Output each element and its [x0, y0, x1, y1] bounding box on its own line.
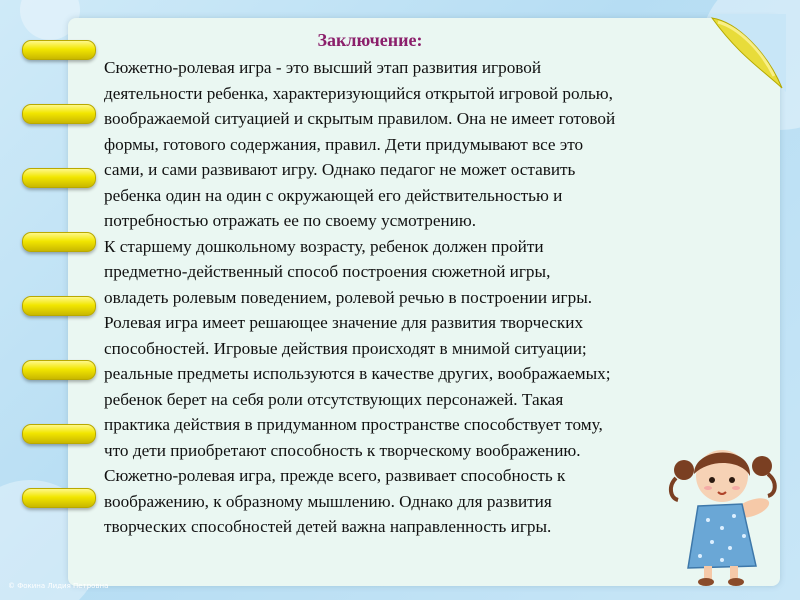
girl-illustration-icon: [664, 436, 784, 586]
slide-body-text: Сюжетно-ролевая игра - это высший этап развития игровой деятельности ребенка, характеризующийся открытой игровой ролью, воображаемой ситуацией и скрытым правилом. Она не имеет готовой формы, готового содержания, правил. Дети придумывают все это сами, и сами развивают игру. Однако педагог не может оставить ребенка один на один с окружающей его действительностью и потребностью отражать ее по своему усмотрению. К старшему дошкольному возрасту, ребенок должен пройти предметно-действенный способ построения сюжетной игры, овладеть ролевым поведением, ролевой речью в построении игры. Ролевая игра имеет решающее значение для развития творческих способностей. Игровые действия происходят в мнимой ситуации; реальные предметы используются в качестве других, воображаемых; ребенок берет на себя роли отсутствующих персонажей. Такая практика действия в придуманном пространстве способствует тому, что дети приобретают способность к творческому воображению. Сюжетно-ролевая игра, прежде всего, развивает способность к воображению, к образному мышлению. Однако для развития творческих способностей детей важна направленность игры.: [104, 58, 616, 536]
slide-title: Заключение:: [317, 30, 423, 50]
binding-ring: [22, 104, 96, 124]
binding-ring: [22, 296, 96, 316]
binding-ring: [22, 360, 96, 380]
binding-ring: [22, 424, 96, 444]
binding-ring: [22, 40, 96, 60]
binding-ring: [22, 232, 96, 252]
binding-ring: [22, 168, 96, 188]
binding-ring: [22, 488, 96, 508]
copyright-text: © Фокина Лидия Петровна: [8, 582, 109, 590]
notebook-binding-rings-icon: [22, 40, 102, 560]
